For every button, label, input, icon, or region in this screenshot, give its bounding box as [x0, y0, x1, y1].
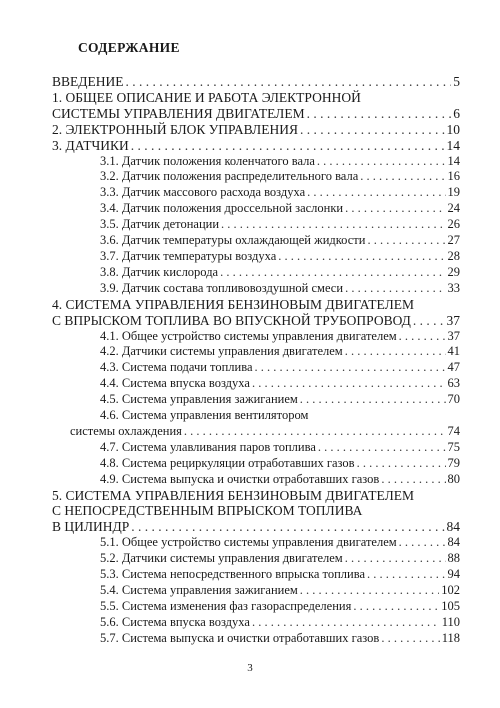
toc-entry[interactable] [52, 265, 460, 281]
toc-entry-title: 4.7. Система улавливания паров топлива [100, 439, 316, 454]
toc-entry[interactable] [52, 599, 460, 615]
toc-entry-page: 47 [447, 360, 460, 375]
toc-entry-page: 94 [447, 567, 460, 582]
toc-entry[interactable] [52, 233, 460, 249]
toc-entry-title: 5.7. Система выпуска и очистки отработавших газов [100, 630, 380, 645]
dot-leader [367, 567, 446, 583]
toc-entry-title: 5.5. Система изменения фаз газораспределения [100, 598, 352, 613]
toc-entry[interactable] [52, 154, 460, 170]
toc-entry-title: 3.8. Датчик кислорода [100, 264, 219, 279]
dot-leader [255, 360, 446, 376]
toc-entry[interactable] [52, 615, 460, 631]
toc-entry-page: 14 [447, 153, 460, 168]
dot-leader [399, 329, 446, 345]
toc-entry[interactable] [52, 551, 460, 567]
toc-entry-title-line: 5. СИСТЕМА УПРАВЛЕНИЯ БЕНЗИНОВЫМ ДВИГАТЕЛЕМ [52, 487, 414, 503]
dot-leader [131, 138, 445, 154]
toc-entry-page: 24 [447, 201, 460, 216]
toc-entry-title: ВВЕДЕНИЕ [52, 74, 124, 89]
dot-leader [367, 233, 445, 249]
dot-leader [300, 122, 445, 138]
toc-entry-title: В ЦИЛИНДР [52, 519, 130, 535]
toc-entry-page: 29 [447, 264, 460, 279]
toc-entry[interactable] [52, 376, 460, 392]
toc-entry[interactable] [52, 201, 460, 217]
toc-entry-page: 14 [446, 137, 460, 153]
toc-entry-page: 5 [453, 74, 460, 89]
toc-entry-page: 6 [453, 105, 460, 121]
dot-leader [318, 440, 446, 456]
toc-entry[interactable] [52, 249, 460, 265]
toc-entry-title-line: 4.6. Система управления вентилятором [100, 408, 309, 423]
toc-entry-title: 4.1. Общее устройство системы управления двигателем [100, 328, 397, 343]
toc-entry[interactable] [52, 138, 460, 154]
toc-entry[interactable] [52, 583, 460, 599]
toc-entry-page: 84 [447, 535, 460, 550]
toc-entry[interactable] [52, 122, 460, 138]
toc-entry-page: 28 [447, 248, 460, 263]
toc-entry[interactable] [52, 90, 460, 122]
toc-entry-title: 5.2. Датчики системы управления двигателем [100, 551, 343, 566]
dot-leader [307, 106, 452, 122]
toc-entry[interactable] [52, 185, 460, 201]
dot-leader [345, 281, 445, 297]
toc-entry-title: 4.9. Система выпуска и очистки отработавших газов [100, 471, 380, 486]
toc-entry-title: 5.3. Система непосредственного впрыска топлива [100, 567, 365, 582]
toc-entry-title-line: 4. СИСТЕМА УПРАВЛЕНИЯ БЕНЗИНОВЫМ ДВИГАТЕЛЕМ [52, 296, 414, 312]
toc-entry-page: 27 [447, 233, 460, 248]
toc-entry-page: 105 [441, 598, 460, 613]
toc-entry[interactable] [52, 217, 460, 233]
toc-entry[interactable] [52, 329, 460, 345]
dot-leader [345, 344, 446, 360]
toc-entry-title: 5.4. Система управления зажиганием [100, 583, 298, 597]
toc-entry[interactable] [52, 440, 460, 456]
toc-entry-title: 3.5. Датчик детонации [100, 217, 220, 232]
toc-entry-page: 70 [447, 392, 460, 407]
dot-leader [278, 249, 445, 265]
toc-entry-title: 3.4. Датчик положения дроссельной заслонки [100, 201, 344, 216]
toc-heading: СОДЕРЖАНИЕ [78, 40, 180, 55]
dot-leader [252, 376, 446, 392]
page-number: 3 [247, 662, 253, 674]
dot-leader [125, 74, 451, 90]
toc-entry-title: 3.7. Датчик температуры воздуха [100, 248, 277, 263]
toc-entry-title: 4.3. Система подачи топлива [100, 360, 253, 375]
toc-entry-page: 80 [447, 471, 460, 486]
toc-entry-page: 16 [447, 169, 460, 184]
toc-entry-title: 3.6. Датчик температуры охлаждающей жидкости [100, 233, 366, 248]
dot-leader [317, 154, 446, 170]
dot-leader [307, 185, 445, 201]
toc-entry-title: 2. ЭЛЕКТРОННЫЙ БЛОК УПРАВЛЕНИЯ [52, 121, 298, 137]
toc-entry-title: 3.1. Датчик положения коленчатого вала [100, 153, 315, 168]
toc-entry-title: 3.9. Датчик состава топливовоздушной смеси [100, 280, 344, 295]
dot-leader [345, 201, 445, 217]
toc-entry-page: 37 [447, 328, 460, 343]
toc-entry-title: 5.6. Система впуска воздуха [100, 614, 250, 629]
dot-leader [399, 535, 446, 551]
dot-leader [300, 583, 439, 599]
dot-leader [221, 217, 445, 233]
toc-entry-page: 110 [441, 614, 460, 629]
dot-leader [360, 169, 445, 185]
toc-entry-page: 10 [446, 121, 460, 137]
toc-entry-page: 74 [447, 423, 460, 438]
toc-entry[interactable] [52, 631, 460, 647]
toc-entry-page: 118 [441, 630, 460, 645]
toc-entry-page: 26 [447, 217, 460, 232]
table-of-contents [52, 74, 460, 647]
dot-leader [357, 456, 446, 472]
toc-entry-page: 33 [447, 280, 460, 295]
toc-entry-page: 84 [446, 519, 460, 535]
toc-entry-title: 4.8. Система рециркуляции отработавших газов [100, 455, 355, 470]
toc-entry-title-line: С НЕПОСРЕДСТВЕННЫМ ВПРЫСКОМ ТОПЛИВА [52, 503, 363, 519]
toc-entry-title-line: 1. ОБЩЕЕ ОПИСАНИЕ И РАБОТА ЭЛЕКТРОННОЙ [52, 89, 361, 105]
toc-entry[interactable] [52, 456, 460, 472]
toc-entry-title: 3.3. Датчик массового расхода воздуха [100, 185, 306, 200]
toc-entry-page: 41 [447, 344, 460, 359]
toc-entry-title: 4.5. Система управления зажиганием [100, 392, 298, 407]
toc-entry[interactable] [52, 472, 460, 488]
toc-entry[interactable] [52, 408, 460, 440]
toc-entry[interactable] [52, 281, 460, 297]
toc-entry-title: 3.2. Датчик положения распределительного вала [100, 169, 359, 184]
dot-leader [345, 551, 446, 567]
dot-leader [353, 599, 439, 615]
toc-entry[interactable] [52, 567, 460, 583]
dot-leader [381, 472, 445, 488]
toc-entry-page: 102 [441, 583, 460, 597]
toc-entry[interactable] [52, 488, 460, 536]
dot-leader [381, 631, 439, 647]
toc-entry-title: системы охлаждения [70, 423, 182, 438]
toc-entry[interactable] [52, 169, 460, 185]
toc-entry-title: 3. ДАТЧИКИ [52, 137, 129, 153]
dot-leader [413, 313, 445, 329]
toc-entry-page: 37 [446, 312, 460, 328]
dot-leader [220, 265, 445, 281]
toc-entry[interactable] [52, 74, 460, 90]
toc-entry-title: 4.4. Система впуска воздуха [100, 376, 250, 391]
dot-leader [131, 519, 444, 535]
toc-entry-title: С ВПРЫСКОМ ТОПЛИВА ВО ВПУСКНОЙ ТРУБОПРОВОД [52, 312, 411, 328]
dot-leader [184, 424, 446, 440]
toc-entry[interactable] [52, 344, 460, 360]
toc-entry-page: 19 [447, 185, 460, 200]
dot-leader [252, 615, 440, 631]
toc-entry[interactable] [52, 392, 460, 408]
toc-entry[interactable] [52, 535, 460, 551]
toc-entry-page: 63 [447, 376, 460, 391]
toc-entry[interactable] [52, 360, 460, 376]
toc-entry-page: 79 [447, 455, 460, 470]
toc-entry-title: 5.1. Общее устройство системы управления двигателем [100, 535, 397, 550]
toc-entry-page: 75 [447, 439, 460, 454]
dot-leader [300, 392, 446, 408]
toc-entry-page: 88 [447, 551, 460, 566]
toc-entry[interactable] [52, 297, 460, 329]
toc-entry-title: 4.2. Датчики системы управления двигателем [100, 344, 343, 359]
toc-entry-title: СИСТЕМЫ УПРАВЛЕНИЯ ДВИГАТЕЛЕМ [52, 105, 305, 121]
